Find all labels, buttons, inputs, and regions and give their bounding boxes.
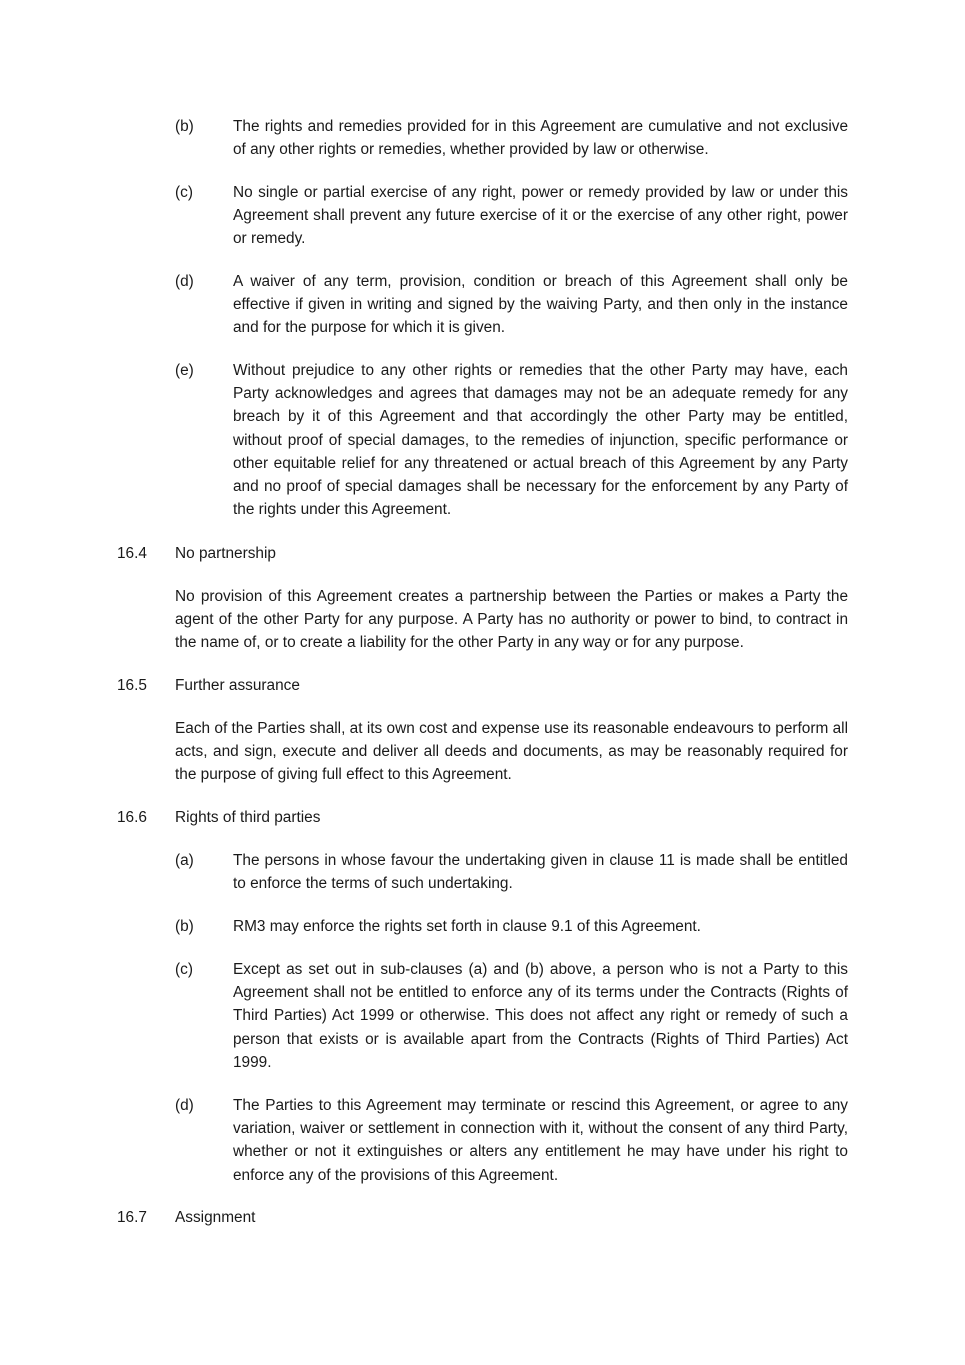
section-number: 16.4 — [117, 545, 147, 562]
clause-item-label: (c) — [175, 961, 193, 978]
clause-item-e — [175, 359, 848, 521]
clause-item-text: The persons in whose favour the undertaking given in clause 11 is made shall be entitled to enforce the terms of such undertaking. — [233, 852, 848, 893]
section-title: Rights of third parties — [175, 809, 321, 826]
clause-item-text: A waiver of any term, provision, condition or breach of this Agreement shall only be effective if given in writing and signed by the waiving Party, and then only in the instance and for the purpose for which it is given. — [233, 273, 848, 337]
clause-item-text: The rights and remedies provided for in this Agreement are cumulative and not exclusive of any other rights or remedies, whether provided by law or otherwise. — [233, 118, 848, 159]
clause-item-text: The Parties to this Agreement may terminate or rescind this Agreement, or agree to any variation, waiver or settlement in connection with it, without the consent of any third Party, whether or not it extinguishes or alters any entitlement he may have under his right to enforce any of the provisions of this Agreement. — [233, 1097, 848, 1184]
section-number: 16.5 — [117, 677, 147, 694]
clause-item-label: (b) — [175, 918, 194, 935]
section-body-16-4: No provision of this Agreement creates a partnership between the Parties or makes a Party the agent of the other Party for any purpose. A Party has no authority or power to bind, to contract in the name of, or to create a liability for the other Party in any way or for any purpose. — [175, 588, 848, 652]
clause-item-text: Except as set out in sub-clauses (a) and (b) above, a person who is not a Party to this Agreement shall not be entitled to enforce any of its terms under the Contracts (Rights of Third Parties) Act 1999 or otherwise. This does not affect any right or remedy of such a person that exists or is available apart from the Contracts (Rights of Third Parties) Act 1999. — [233, 961, 848, 1071]
clause-item-label: (d) — [175, 273, 194, 290]
section-heading-16-6 — [117, 806, 848, 829]
section-heading-16-5 — [117, 674, 848, 697]
section-number: 16.7 — [117, 1209, 147, 1226]
section-heading-16-7 — [117, 1206, 848, 1229]
clause-item-a — [175, 849, 848, 895]
clause-item-b — [175, 915, 848, 938]
clause-item-c — [175, 181, 848, 251]
clause-item-c — [175, 958, 848, 1074]
clause-item-text: No single or partial exercise of any right, power or remedy provided by law or under this Agreement shall prevent any future exercise of it or the exercise of any other right, power or remedy. — [233, 184, 848, 248]
clause-item-label: (e) — [175, 362, 194, 379]
section-heading-16-4 — [117, 542, 848, 565]
section-body-16-5: Each of the Parties shall, at its own cost and expense use its reasonable endeavours to perform all acts, and sign, execute and deliver all deeds and documents, as may be reasonably required for the purpose of giving full effect to this Agreement. — [175, 720, 848, 784]
clause-item-label: (a) — [175, 852, 194, 869]
clause-item-label: (b) — [175, 118, 194, 135]
clause-item-label: (d) — [175, 1097, 194, 1114]
section-number: 16.6 — [117, 809, 147, 826]
section-title: No partnership — [175, 545, 276, 562]
clause-item-label: (c) — [175, 184, 193, 201]
clause-item-d — [175, 270, 848, 340]
clause-item-d — [175, 1094, 848, 1187]
clause-item-text: RM3 may enforce the rights set forth in clause 9.1 of this Agreement. — [233, 918, 701, 935]
section-title: Assignment — [175, 1209, 256, 1226]
section-title: Further assurance — [175, 677, 300, 694]
clause-item-text: Without prejudice to any other rights or remedies that the other Party may have, each Party acknowledges and agrees that damages may not be an adequate remedy for any breach by it of this Agreement and that accordingly the other Party may be entitled, without proof of special damages, to the remedies of injunction, specific performance or other equitable relief for any threatened or actual breach of this Agreement by any Party and no proof of special damages shall be necessary for the enforcement by any Party of the rights under this Agreement. — [233, 362, 848, 519]
clause-item-b — [175, 115, 848, 161]
